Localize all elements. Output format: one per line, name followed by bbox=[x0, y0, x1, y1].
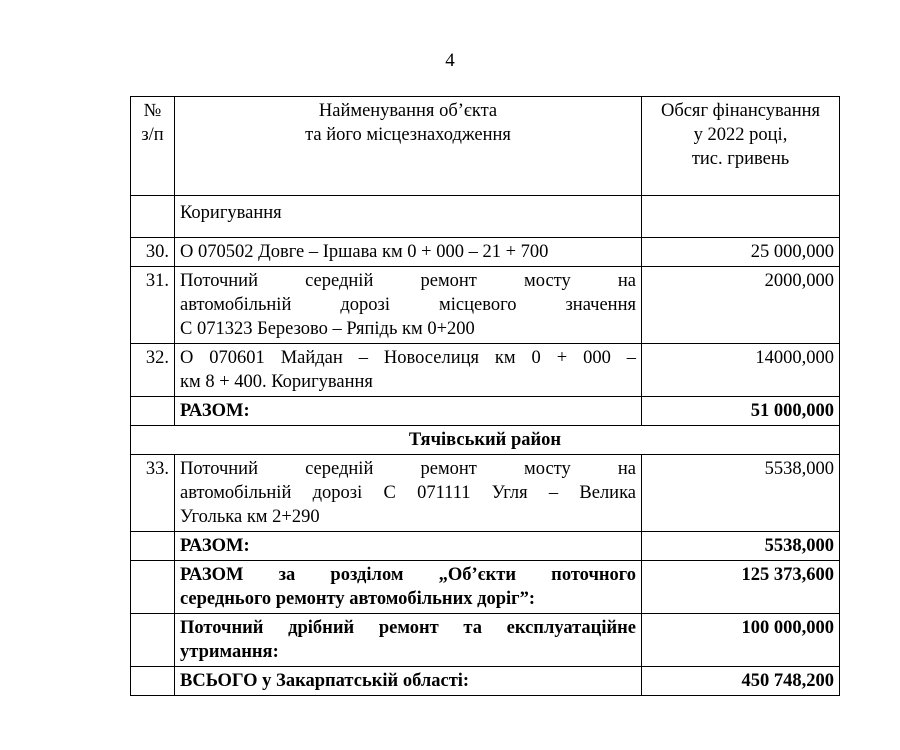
row-name-line1: Поточний середній ремонт мосту на bbox=[180, 459, 636, 479]
row-number: 31. bbox=[131, 267, 175, 344]
grand-total-label: ВСЬОГО у Закарпатській області: bbox=[175, 667, 642, 696]
table-row bbox=[131, 196, 840, 238]
row-name-line1: Поточний середній ремонт мосту на bbox=[180, 271, 636, 291]
grand-total-amount: 450 748,200 bbox=[642, 667, 840, 696]
header-name-cell bbox=[175, 97, 642, 196]
row-number bbox=[131, 196, 175, 238]
row-name-line2: автомобільній дорозі С 071111 Угля – Велика bbox=[180, 483, 636, 503]
row-number: 33. bbox=[131, 455, 175, 532]
subtotal-label: РАЗОМ: bbox=[175, 532, 642, 561]
section-total-row bbox=[131, 561, 840, 614]
section-total-line1: РАЗОМ за розділом „Об’єкти поточного bbox=[180, 565, 636, 585]
header-amount-line3: тис. гривень bbox=[691, 149, 790, 169]
row-name bbox=[175, 267, 642, 344]
row-number: 32. bbox=[131, 344, 175, 397]
row-name-line3: Уголька км 2+290 bbox=[180, 507, 320, 527]
row-amount bbox=[642, 196, 840, 238]
row-name bbox=[175, 455, 642, 532]
header-number-cell: № з/п bbox=[131, 97, 175, 196]
maintenance-label bbox=[175, 614, 642, 667]
row-name-line3: С 071323 Березово – Ряпідь км 0+200 bbox=[180, 319, 475, 339]
subtotal-label: РАЗОМ: bbox=[175, 397, 642, 426]
row-number-empty bbox=[131, 614, 175, 667]
page-number: 4 bbox=[445, 50, 455, 71]
header-amount-line2: у 2022 році, bbox=[693, 125, 788, 145]
table-header-row bbox=[131, 97, 840, 196]
header-amount-line1: Обсяг фінансування bbox=[660, 101, 821, 121]
table-row bbox=[131, 267, 840, 344]
subtotal-row bbox=[131, 397, 840, 426]
row-name: О 070502 Довге – Іршава км 0 + 000 – 21 + 700 bbox=[175, 238, 642, 267]
header-name-line1: Найменування об’єкта bbox=[318, 101, 498, 121]
row-number: 30. bbox=[131, 238, 175, 267]
row-number-empty bbox=[131, 561, 175, 614]
row-name-line2: км 8 + 400. Коригування bbox=[180, 372, 373, 392]
row-number bbox=[131, 397, 175, 426]
maintenance-row bbox=[131, 614, 840, 667]
row-name bbox=[175, 344, 642, 397]
subtotal-amount: 5538,000 bbox=[642, 532, 840, 561]
row-name-line2: автомобільній дорозі місцевого значення bbox=[180, 295, 636, 315]
district-row bbox=[131, 426, 840, 455]
district-heading: Тячівський район bbox=[131, 426, 840, 455]
section-total-amount: 125 373,600 bbox=[642, 561, 840, 614]
header-amount-cell bbox=[642, 97, 840, 196]
subtotal-amount: 51 000,000 bbox=[642, 397, 840, 426]
row-name-line1: О 070601 Майдан – Новоселиця км 0 + 000 – bbox=[180, 348, 636, 368]
financing-table bbox=[130, 96, 840, 696]
row-number-empty bbox=[131, 667, 175, 696]
maintenance-amount: 100 000,000 bbox=[642, 614, 840, 667]
subtotal-row bbox=[131, 532, 840, 561]
table-row bbox=[131, 238, 840, 267]
maintenance-line2: утримання: bbox=[180, 642, 279, 662]
table-row bbox=[131, 344, 840, 397]
maintenance-line1: Поточний дрібний ремонт та експлуатаційне bbox=[180, 618, 636, 638]
section-total-line2: середнього ремонту автомобільних доріг”: bbox=[180, 589, 535, 609]
row-number bbox=[131, 532, 175, 561]
row-amount: 2000,000 bbox=[642, 267, 840, 344]
row-name: Коригування bbox=[175, 196, 642, 238]
header-name-line2: та його місцезнаходження bbox=[305, 125, 511, 145]
row-amount: 14000,000 bbox=[642, 344, 840, 397]
grand-total-row bbox=[131, 667, 840, 696]
row-amount: 5538,000 bbox=[642, 455, 840, 532]
section-total-label bbox=[175, 561, 642, 614]
table-row bbox=[131, 455, 840, 532]
row-amount: 25 000,000 bbox=[642, 238, 840, 267]
